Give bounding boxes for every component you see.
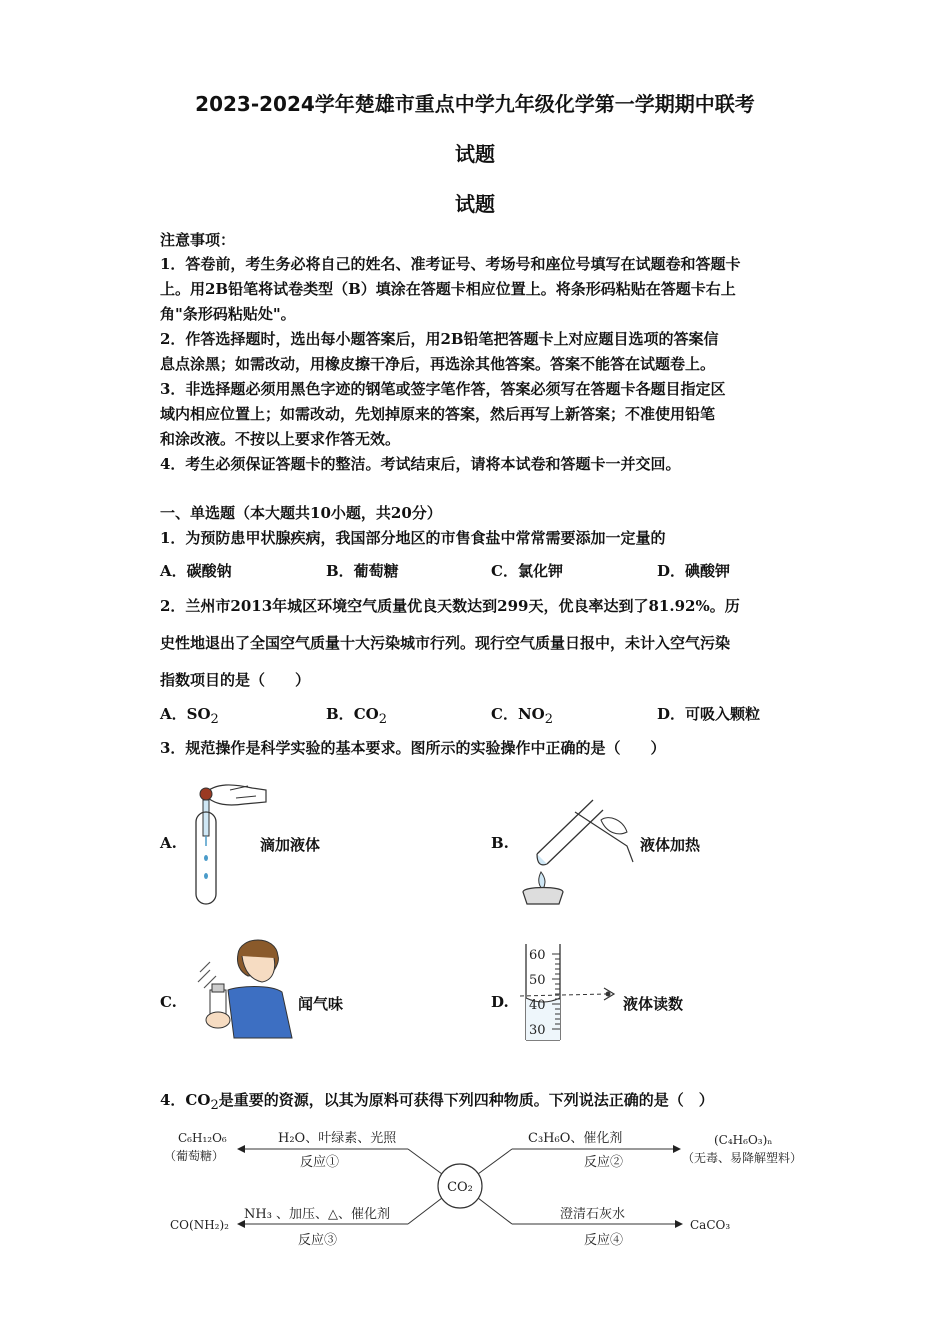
q4-stem: 4．$CO_2$是重要的资源，以其为原料可获得下列四种物质。下列说法正确的是（ ）: [160, 1091, 714, 1113]
q2-option-a: A．$SO_2$: [160, 705, 219, 727]
q3-option-d-caption: 液体读数: [623, 995, 684, 1013]
notice-line: 3．非选择题必须用黑色字迹的钢笔或签字笔作答，答案必须写在答题卡各题目指定区: [160, 380, 726, 398]
q3-option-c-letter: C.: [160, 993, 177, 1011]
cylinder-tick-50: 50: [529, 973, 546, 988]
q2-option-c: C．$NO_2$: [491, 705, 554, 727]
notice-line: 和涂改液。不按以上要求作答无效。: [160, 430, 401, 448]
page-title: 2023-2024学年楚雄市重点中学九年级化学第一学期期中联考: [195, 92, 755, 116]
q3-option-a-letter: A.: [160, 834, 177, 852]
section-heading: 一、单选题（本大题共10小题，共20分）: [160, 504, 442, 522]
notice-line: 息点涂黑；如需改动，用橡皮擦干净后，再选涂其他答案。答案不能答在试题卷上。: [160, 355, 716, 373]
q3-option-b-caption: 液体加热: [640, 836, 701, 854]
q1-option-c: C．氯化钾: [491, 562, 563, 580]
q1-option-b: B．葡萄糖: [326, 562, 399, 580]
cylinder-tick-40: 40: [529, 998, 546, 1013]
reaction3-name: 反应③: [298, 1233, 338, 1248]
reaction1-product-note: （葡萄糖）: [164, 1149, 225, 1163]
reaction2-product-note: （无毒、易降解塑料）: [682, 1151, 803, 1165]
dropper-illustration: [190, 772, 270, 912]
q3-option-b-letter: B.: [491, 834, 509, 852]
notice-line: 4．考生必须保证答题卡的整洁。考试结束后，请将本试卷和答题卡一并交回。: [160, 455, 681, 473]
q3-option-a-caption: 滴加液体: [260, 836, 321, 854]
notice-line: 域内相应位置上；如需改动，先划掉原来的答案，然后再写上新答案；不准使用铅笔: [160, 405, 716, 423]
q2-option-d: D．可吸入颗粒: [657, 705, 761, 723]
reaction3-condition: NH₃ 、加压、△、催化剂: [244, 1207, 391, 1222]
cylinder-illustration: [520, 942, 620, 1044]
q2-stem-line3: 指数项目的是（ ）: [160, 671, 311, 689]
cylinder-tick-30: 30: [529, 1023, 546, 1038]
q3-option-c-caption: 闻气味: [298, 995, 344, 1013]
reaction4-name: 反应④: [584, 1233, 624, 1248]
q1-option-d: D．碘酸钾: [657, 562, 731, 580]
notice-line: 上。用2B铅笔将试卷类型（B）填涂在答题卡相应位置上。将条形码粘贴在答题卡右上: [160, 280, 736, 298]
page-subtitle: 试题: [455, 192, 495, 216]
reaction1-condition: H₂O、叶绿素、光照: [278, 1131, 397, 1146]
reaction2-product: (C₄H₆O₃)ₙ: [714, 1133, 773, 1147]
reaction1-name: 反应①: [300, 1155, 340, 1170]
reaction1-product: C₆H₁₂O₆: [178, 1131, 227, 1145]
heating-illustration: [515, 790, 640, 912]
page-title-line2: 试题: [455, 142, 495, 166]
smell-illustration: [190, 932, 300, 1042]
q2-stem-line1: 2．兰州市2013年城区环境空气质量优良天数达到299天，优良率达到了81.92%。历: [160, 597, 740, 615]
notice-line: 角"条形码粘贴处"。: [160, 305, 296, 323]
q1-option-a: A．碳酸钠: [160, 562, 232, 580]
co2-center-label: CO₂: [447, 1180, 473, 1195]
reaction4-condition: 澄清石灰水: [560, 1207, 626, 1222]
notice-heading: 注意事项：: [160, 231, 236, 249]
reaction2-name: 反应②: [584, 1155, 624, 1170]
q2-option-b: B．$CO_2$: [326, 705, 387, 727]
reaction3-product: CO(NH₂)₂: [170, 1218, 229, 1232]
q4-reaction-diagram: [160, 1122, 840, 1254]
q3-stem: 3．规范操作是科学实验的基本要求。图所示的实验操作中正确的是（ ）: [160, 739, 666, 757]
reaction2-condition: C₃H₆O、催化剂: [528, 1131, 623, 1146]
notice-line: 1．答卷前，考生务必将自己的姓名、准考证号、考场号和座位号填写在试题卷和答题卡: [160, 255, 741, 273]
q3-option-d-letter: D.: [491, 993, 509, 1011]
q1-stem: 1．为预防患甲状腺疾病，我国部分地区的市售食盐中常常需要添加一定量的: [160, 529, 666, 547]
reaction4-product: CaCO₃: [690, 1218, 731, 1232]
notice-line: 2．作答选择题时，选出每小题答案后，用2B铅笔把答题卡上对应题目选项的答案信: [160, 330, 719, 348]
q2-stem-line2: 史性地退出了全国空气质量十大污染城市行列。现行空气质量日报中，未计入空气污染: [160, 634, 731, 652]
cylinder-tick-60: 60: [529, 948, 546, 963]
